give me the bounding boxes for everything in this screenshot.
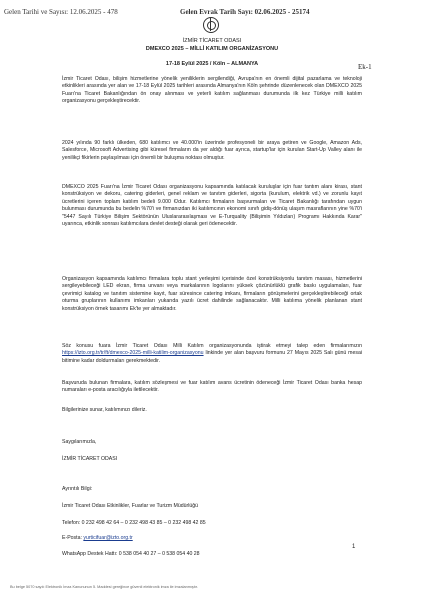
- org-name: İZMİR TİCARET ODASI: [182, 38, 242, 44]
- paragraph-fees: DMEXCO 2025 Fuarı'na İzmir Ticaret Odası organizasyonu kapsamında katılacak kuruluşlar için fuar tantım alanı kirası, stant konstrüksiyon ve dekoru, catering giderleri, genel reklam ve tanıtım giderleri, sigorta (kurulum, elektrik vd.) ve zorunlu kayıt ücretlerini içeren toplam katılım bedeli 9.000 €/dur. Katılımcı firmaların başvurmaları ve Ticaret Bakanlığı tarafından uygun bulunması durumunda bu bedelin %70'i ve firmanızdan iki katılımcının ekonomi sınıfı gidiş-dönüş ulaşım masraflarının yine %70'i "5447 Sayılı Türkiye Bilişim Sektörünün Uluslararasılaşması ve E-Turquality (Bilişimin Yıldızları) Programı Hakkında Karar" uyarınca, etkinlik sonrası katılımcılara devlet desteği olarak geri ödenecektir.: [62, 184, 362, 228]
- paragraph-intro: İzmir Ticaret Odası, bilişim hizmetlerine yönelik yeniliklerin sergilendiği, Avrupa'nın en önemli dijital pazarlama ve teknoloji etkinlikleri arasında yer alan ve 17-18 Eylül 2025 tarihleri arasında Almanya'nın Köln şehrinde düzenlenecek olan DMEXCO 2025 Fuarı'na Ticaret Bakanlığından ön onay alınması ve yeterli katılım sağlanması durumunda ilk kez Türkiye milli katılım organizasyonu gerçekleştirecektir.: [62, 76, 362, 105]
- paragraph-closing: Bilgilerinize sunar, katılımınızı dileriz.: [62, 407, 147, 413]
- paragraph-application: [62, 343, 362, 365]
- document-title: DMEXCO 2025 – MİLLİ KATILIM ORGANİZASYONU: [145, 46, 279, 52]
- event-date-location: 17-18 Eylül 2025 / Köln – ALMANYA: [165, 61, 259, 67]
- izto-logo-icon: [203, 17, 219, 33]
- application-form-link[interactable]: https://izto.org.tr/tr/ft/dmexco-2025-milli-katilim-organizasyonu: [62, 350, 204, 357]
- email-label: E-Posta:: [62, 535, 84, 541]
- evrak-stamp: Gelen Evrak Tarih Sayı: 02.06.2025 - 25174: [180, 8, 310, 16]
- received-stamp: Gelen Tarihi ve Sayısı: 12.06.2025 - 478: [4, 8, 118, 16]
- contact-whatsapp: WhatsApp Destek Hattı: 0 538 054 40 27 – 0 538 054 40 28: [62, 551, 200, 557]
- signature-org: İZMİR TİCARET ODASI: [62, 456, 118, 462]
- contact-phone: Telefon: 0 232 498 42 64 – 0 232 498 43 85 – 0 232 498 42 85: [62, 520, 206, 526]
- contact-department: İzmir Ticaret Odası Etkinlikler, Fuarlar ve Turizm Müdürlüğü: [62, 503, 199, 509]
- application-text-end: linkinde yer alan başvuru formunu 27 Mayıs 2025 Salı günü mesai bitimine kadar doldurmaları gerekmektedir.: [62, 350, 362, 364]
- e-signature-footer: Bu belge 5070 sayılı Elektronik İmza Kanununun 5. Maddesi gereğince güvenli elektronik imza ile imzalanmıştır.: [10, 585, 199, 589]
- email-link[interactable]: yurticifuar@izto.org.tr: [83, 535, 133, 541]
- contact-email: [62, 535, 133, 541]
- paragraph-payment: Başvuruda bulunan firmalara, katılım sözleşmesi ve fuar katılım avans ücretinin ödeneceği İzmir Ticaret Odası banka hesap numaraları e-posta aracılığıyla iletilecektir.: [62, 380, 362, 394]
- application-text-start: Söz konusu fuara İzmir Ticaret Odası Milli Katılım organizasyonunda iştirak etmeyi talep eden firmalarımızın: [62, 343, 362, 349]
- attachment-label: Ek-1: [358, 63, 372, 71]
- regards: Saygılarımızla,: [62, 439, 97, 445]
- page-number: 1: [352, 544, 356, 550]
- contact-heading: Ayrıntılı Bilgi:: [62, 486, 93, 492]
- paragraph-stats: 2024 yılında 90 farklı ülkeden, 680 katılımcı ve 40.000'in üzerinde profesyoneli bir araya getiren ve Google, Amazon Ads, Salesforce, Microsoft Advertising gibi küresel firmaların da yer aldığı fuar ayrıca, startup'lar için kurulan Start-Up Valley alanı ile yenilikçi fikirlerin paylaşılması için önemli bir buluşma noktası olmuştur.: [62, 140, 362, 161]
- paragraph-services: Organizasyon kapsamında katılımcı firmalara toplu stant yerleşimi içerisinde özel konstrüksiyonlu tanıtım masası, hizmetlerini sergileyebileceği LED ekran, firma unvanı veya markalarının logolarını yüksek çözünürlüklü grafik baskı uygulamaları, fuar çevrimiçi katalog ve tanıtım sistemine kayıt, fuar süresince catering imkanı, firmaların görüşmelerini gerçekleştirebileceği ortak oturma gruplarının kullanımı imkanları yukarıda yazılı ücret dahilinde sağlanacaktır. Milli katılıma yönelik planlanan stant konstrüksiyon örnek tasarımı Ek'te yer almaktadır.: [62, 276, 362, 312]
